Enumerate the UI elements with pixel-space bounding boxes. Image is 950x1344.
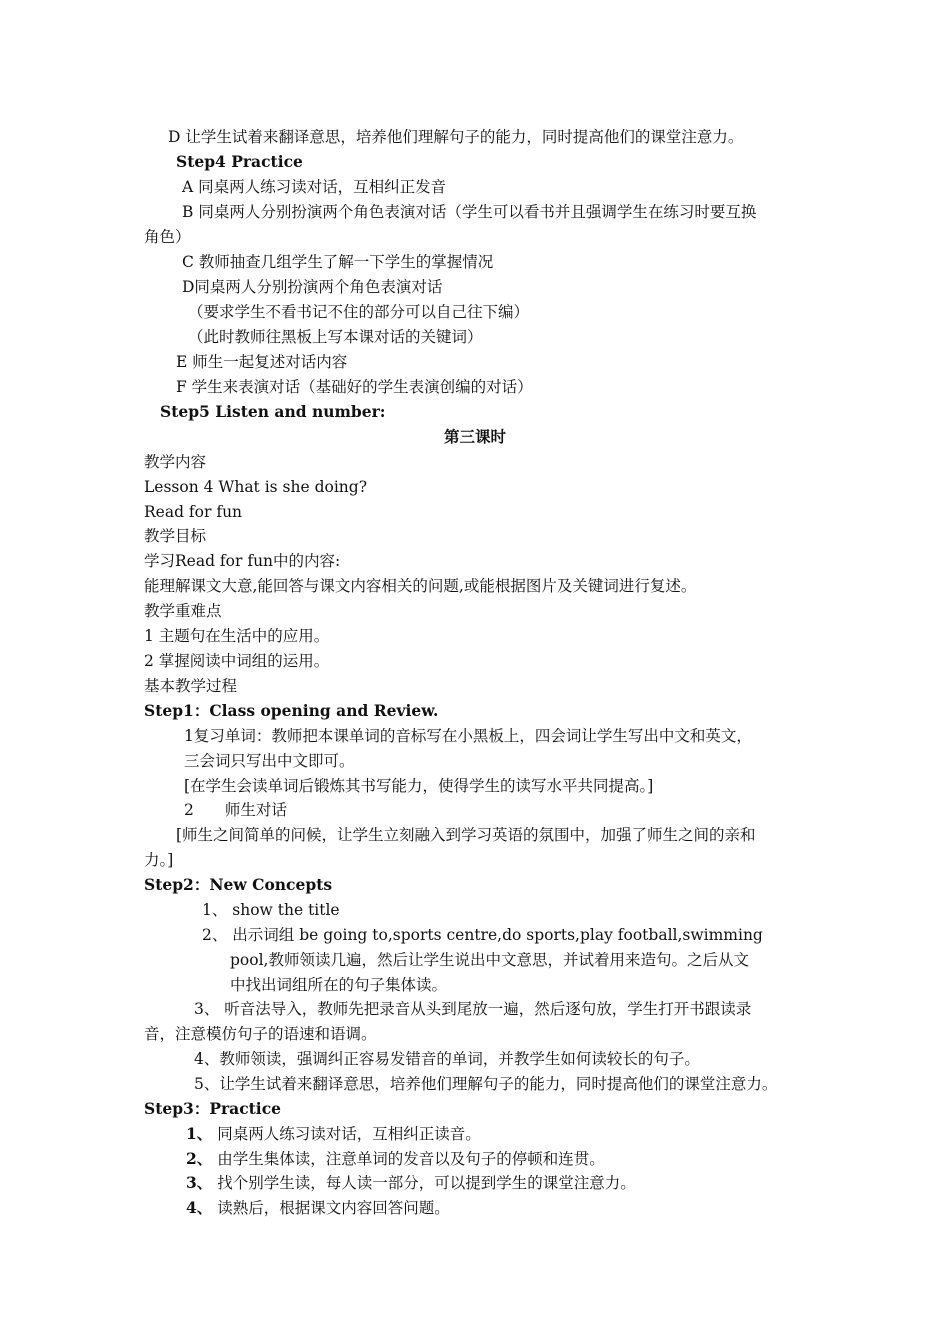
step1-line-2: 三会词只写出中文即可。 [184,752,355,770]
step3-item-1 [186,1122,481,1147]
step1-line-6: 力。] [144,851,174,869]
step2-item-5: 5、让学生试着来翻译意思，培养他们理解句子的能力，同时提高他们的课堂注意力。 [194,1075,778,1093]
step1-heading: Step1：Class opening and Review. [144,701,439,720]
step5-heading: Step5 Listen and number: [160,402,386,421]
practice-item-e: E 师生一起复述对话内容 [176,353,348,371]
key-line-1: 1 主题句在生活中的应用。 [144,627,330,645]
step3-item-3 [186,1171,636,1196]
key-heading: 教学重难点 [144,602,222,620]
practice-item-a: A 同桌两人练习读对话，互相纠正发音 [182,178,447,196]
step2-item-3-cont: 音，注意模仿句子的语速和语调。 [144,1025,377,1043]
practice-item-b: B 同桌两人分别扮演两个角色表演对话（学生可以看书并且强调学生在练习时要互换 [182,203,757,221]
key-line-2: 2 掌握阅读中词组的运用。 [144,652,330,670]
content-line-1: Lesson 4 What is she doing? [144,478,368,496]
step1-line-1: 1复习单词：教师把本课单词的音标写在小黑板上，四会词让学生写出中文和英文， [184,727,752,745]
goal-line-2: 能理解课文大意,能回答与课文内容相关的问题,或能根据图片及关键词进行复述。 [144,577,697,595]
practice-item-b-cont: 角色） [144,228,191,246]
lesson-title: 第三课时 [443,427,506,446]
step1-line-4: 2 师生对话 [184,801,287,819]
step3-item-2-number: 2、 [186,1149,213,1168]
step2-item-3: 3、 听音法导入，教师先把录音从头到尾放一遍，然后逐句放，学生打开书跟读录 [194,1000,752,1018]
step1-line-3: [在学生会读单词后锻炼其书写能力，使得学生的读写水平共同提高。] [184,777,654,795]
goal-line-1: 学习Read for fun中的内容: [144,552,341,570]
item-d-translate: D 让学生试着来翻译意思，培养他们理解句子的能力，同时提高他们的课堂注意力。 [168,128,744,146]
step4-heading: Step4 Practice [176,152,303,171]
step2-item-4: 4、教师领读，强调纠正容易发错音的单词，并教学生如何读较长的句子。 [194,1050,700,1068]
step3-item-2 [186,1147,605,1172]
step3-item-4-number: 4、 [186,1198,213,1217]
step2-heading: Step2：New Concepts [144,875,333,894]
practice-item-d: D同桌两人分别扮演两个角色表演对话 [182,278,443,296]
step3-item-1-number: 1、 [186,1124,213,1143]
step3-item-3-number: 3、 [186,1173,213,1192]
practice-item-f: F 学生来表演对话（基础好的学生表演创编的对话） [176,378,533,396]
goal-heading: 教学目标 [144,527,207,545]
content-heading: 教学内容 [144,453,207,471]
step3-item-1-text: 同桌两人练习读对话，互相纠正读音。 [217,1125,481,1143]
practice-note-2: （此时教师往黑板上写本课对话的关键词） [188,328,483,346]
step1-line-5: [师生之间简单的问候，让学生立刻融入到学习英语的氛围中，加强了师生之间的亲和 [176,826,756,844]
step2-item-2-cont-1: pool,教师领读几遍，然后让学生说出中文意思，并试着用来造句。之后从文 [230,951,749,969]
practice-item-c: C 教师抽查几组学生了解一下学生的掌握情况 [182,253,494,271]
content-line-2: Read for fun [144,503,243,521]
step3-item-3-text: 找个别学生读，每人读一部分，可以提到学生的课堂注意力。 [217,1174,636,1192]
step3-heading: Step3：Practice [144,1099,281,1118]
step3-item-2-text: 由学生集体读，注意单词的发音以及句子的停顿和连贯。 [217,1150,605,1168]
practice-note-1: （要求学生不看书记不住的部分可以自己往下编） [188,303,530,321]
step2-item-2-cont-2: 中找出词组所在的句子集体读。 [230,976,448,994]
step3-item-4-text: 读熟后，根据课文内容回答问题。 [217,1199,450,1217]
process-heading: 基本教学过程 [144,677,238,695]
step2-item-2: 2、 出示词组 be going to,sports centre,do sports,play football,swimming [202,926,763,944]
step3-item-4 [186,1196,450,1221]
step2-item-1: 1、 show the title [202,901,340,919]
